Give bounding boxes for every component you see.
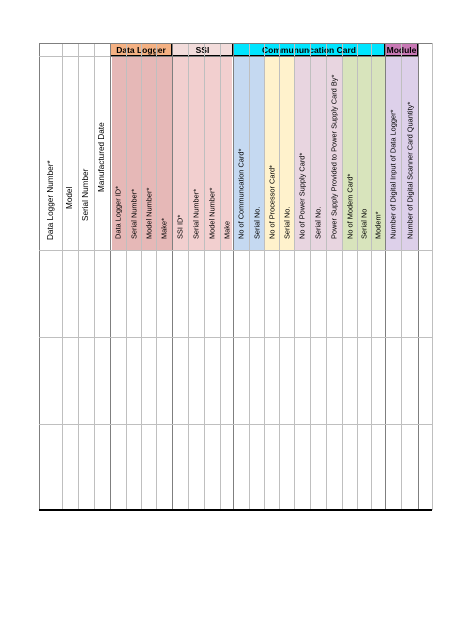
header-modem-serial-no [357, 56, 371, 250]
header-label: Serial Number* [191, 188, 201, 239]
group-header-data-logger: Data Logger [110, 43, 172, 56]
header-no-of-modem-card [342, 56, 357, 250]
data-row-3[interactable] [39, 425, 432, 509]
data-row-2[interactable] [39, 338, 432, 424]
header-label: Number of Digital Input of Data Logger* [388, 109, 398, 239]
header-label: Serial No [359, 208, 369, 239]
header-ssi-id [172, 56, 188, 250]
header-no-of-power-supply-card [294, 56, 310, 250]
header-label: Modem* [373, 211, 383, 239]
header-power-supply-provided-by [326, 56, 342, 250]
header-label: Make [221, 220, 231, 239]
header-no-of-processor-card [264, 56, 279, 250]
header-label: No of Communcation Card* [236, 148, 246, 239]
header-digital-scanner-card-quantity [401, 56, 418, 250]
group-header-communication-card: Commununcation Card [233, 43, 385, 56]
header-serial-number [78, 56, 94, 250]
header-data-logger-number [39, 56, 62, 250]
header-label: Manufactured Date [96, 122, 106, 192]
group-header-ssi: SSI [172, 43, 233, 56]
header-modem [371, 56, 385, 250]
header-label: Model Number* [207, 187, 217, 239]
table-bottom-border [39, 509, 432, 511]
header-manufactured-date [94, 56, 110, 250]
header-comm-serial-no [249, 56, 264, 250]
header-label: No of Power Supply Card* [297, 152, 307, 239]
header-label: Serial Number* [128, 188, 138, 239]
header-data-logger-id [110, 56, 126, 250]
header-ssi-model-number [204, 56, 220, 250]
header-processor-serial-no [279, 56, 294, 250]
header-model [62, 56, 78, 250]
header-label: Make* [159, 217, 169, 239]
header-label: Serial Number [80, 168, 90, 221]
group-header-module: Module [386, 44, 417, 55]
header-label: Serial No. [313, 206, 323, 239]
header-ssi-serial-number [188, 56, 204, 250]
grid-line-top [39, 43, 432, 44]
header-no-of-communication-card [233, 56, 249, 250]
header-label: No of Modem Card* [344, 173, 354, 239]
header-power-supply-serial-no [310, 56, 326, 250]
header-dl-make [156, 56, 172, 250]
header-dl-model-number [141, 56, 156, 250]
header-label: Serial No. [251, 206, 261, 239]
header-label: Model Number* [143, 187, 153, 239]
header-ssi-make [220, 56, 233, 250]
header-dl-serial-number [126, 56, 141, 250]
header-label: Number of Digital Scanner Card Quantity* [404, 101, 414, 239]
header-label: Power Supply Provided to Power Supply Card By* [329, 74, 339, 239]
header-label: Serial No. [281, 206, 291, 239]
header-label: Data Logger Number* [45, 160, 55, 240]
header-label: SSI ID* [175, 214, 185, 239]
data-row-1[interactable] [39, 251, 432, 337]
header-label: No of Processor Card* [266, 164, 276, 239]
header-label: Data Logger ID* [113, 185, 123, 239]
grid-line [432, 43, 433, 510]
header-label: Model [64, 186, 74, 209]
header-digital-input-of-data-logger [385, 56, 401, 250]
